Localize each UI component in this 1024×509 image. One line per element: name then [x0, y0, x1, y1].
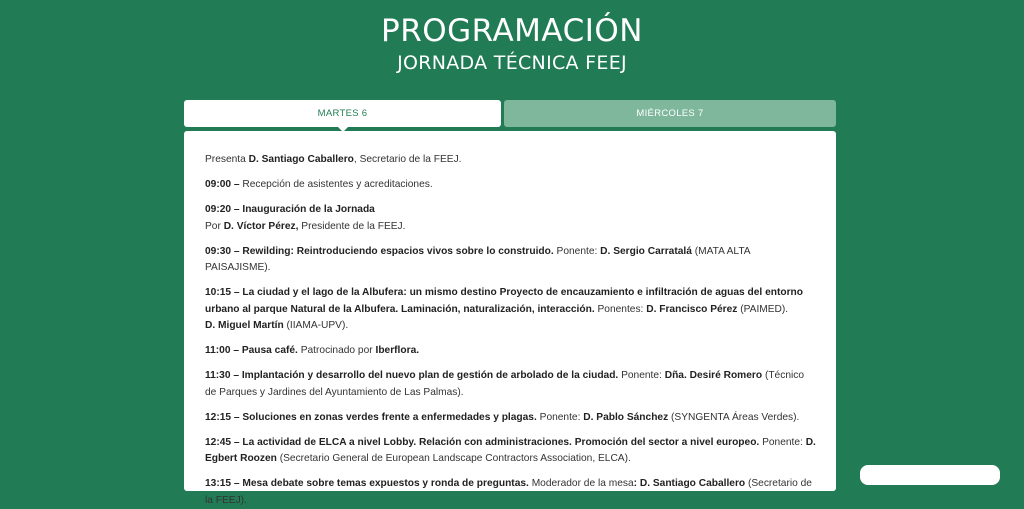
tab-label: MARTES 6: [317, 108, 368, 119]
entry-text: Presidente de la FEEJ.: [298, 220, 406, 232]
entry-text: Patrocinado por: [297, 345, 376, 356]
entry-bold-text: 12:15 – Soluciones en zonas verdes frente a enfermedades y plagas.: [205, 411, 537, 423]
active-tab-indicator: [338, 127, 348, 132]
program-entry: [205, 244, 816, 277]
entry-bold-text: D. Sergio Carratalá: [600, 245, 692, 257]
entry-text: (Secretario de la FEEJ).: [205, 478, 812, 506]
program-entry: [205, 343, 816, 360]
program-entry: [205, 368, 816, 401]
entry-bold-text: 12:45 – La actividad de ELCA a nivel Lobby. Relación con administraciones. Promoción del sector a nivel europeo.: [205, 436, 760, 448]
tab-miercoles[interactable]: [504, 100, 836, 127]
program-entry: [205, 285, 816, 335]
entry-bold-text: D. Miguel Martín: [205, 320, 284, 331]
entry-bold-text: Iberflora.: [375, 345, 420, 356]
entry-bold-text: D. Santiago Caballero: [248, 154, 354, 165]
program-entry: [205, 202, 816, 235]
entry-bold-text: D. Pablo Sánchez: [583, 411, 669, 423]
entry-text: (SYNGENTA Áreas Verdes).: [668, 411, 800, 423]
entry-bold-text: 13:15 – Mesa debate sobre temas expuestos y ronda de preguntas.: [205, 478, 529, 489]
entry-text: , Secretario de la FEEJ.: [353, 154, 462, 165]
entry-bold-text: D. Francisco Pérez: [646, 303, 738, 315]
entry-bold-text: : D. Santiago Caballero: [633, 478, 746, 489]
page-title: PROGRAMACIÓN: [381, 13, 643, 49]
entry-bold-text: 09:20 – Inauguración de la Jornada: [205, 204, 375, 215]
entry-text: (MATA ALTA PAISAJISME).: [205, 245, 751, 273]
entry-text: Ponentes:: [594, 303, 647, 315]
entry-text: Moderador de la mesa: [528, 478, 634, 489]
program-entry: [205, 476, 816, 509]
entry-bold-text: 11:30 – Implantación y desarrollo del nuevo plan de gestión de arbolado de la ciudad.: [205, 370, 619, 381]
entry-bold-text: Dña. Desiré Romero: [664, 370, 763, 381]
entry-text: (Técnico de Parques y Jardines del Ayuntamiento de Las Palmas).: [205, 370, 805, 398]
entry-bold-text: 11:00 – Pausa café.: [205, 345, 298, 356]
entry-text: Ponente:: [553, 245, 601, 257]
program-entry: [205, 152, 816, 169]
entry-text: Por: [205, 220, 224, 232]
entry-text: Ponente:: [618, 370, 665, 381]
program-entry: [205, 177, 816, 194]
entry-text: (IIAMA-UPV).: [283, 320, 349, 331]
entry-text: Ponente:: [759, 436, 806, 448]
entry-bold-text: 09:30 – Rewilding: Reintroduciendo espacios vivos sobre lo construido.: [205, 245, 554, 257]
entry-text: Recepción de asistentes y acreditaciones.: [242, 179, 433, 190]
entry-text: Presenta: [205, 154, 249, 165]
entry-text: (Secretario General de European Landscape Contractors Association, ELCA).: [276, 453, 631, 464]
entry-bold-text: 10:15 – La ciudad y el lago de la Albufera: un mismo destino Proyecto de encauzamiento e infiltración de aguas del entorno urbano al parque Natural de la Albufera. Laminación, naturalización, interacción.: [205, 287, 803, 315]
entry-bold-text: 09:00 –: [205, 179, 243, 190]
tab-martes[interactable]: [184, 100, 501, 127]
entry-text: (PAIMED).: [737, 303, 789, 315]
program-entry: [205, 410, 816, 427]
program-entry: [205, 435, 816, 468]
floating-widget[interactable]: [860, 465, 1000, 485]
tab-label: MIÉRCOLES 7: [636, 108, 704, 119]
entry-bold-text: D. Egbert Roozen: [205, 436, 816, 464]
program-panel: [184, 131, 836, 506]
entry-text: Ponente:: [536, 411, 584, 423]
page-subtitle: JORNADA TÉCNICA FEEJ: [397, 52, 627, 74]
entry-bold-text: D. Víctor Pérez,: [223, 220, 299, 232]
